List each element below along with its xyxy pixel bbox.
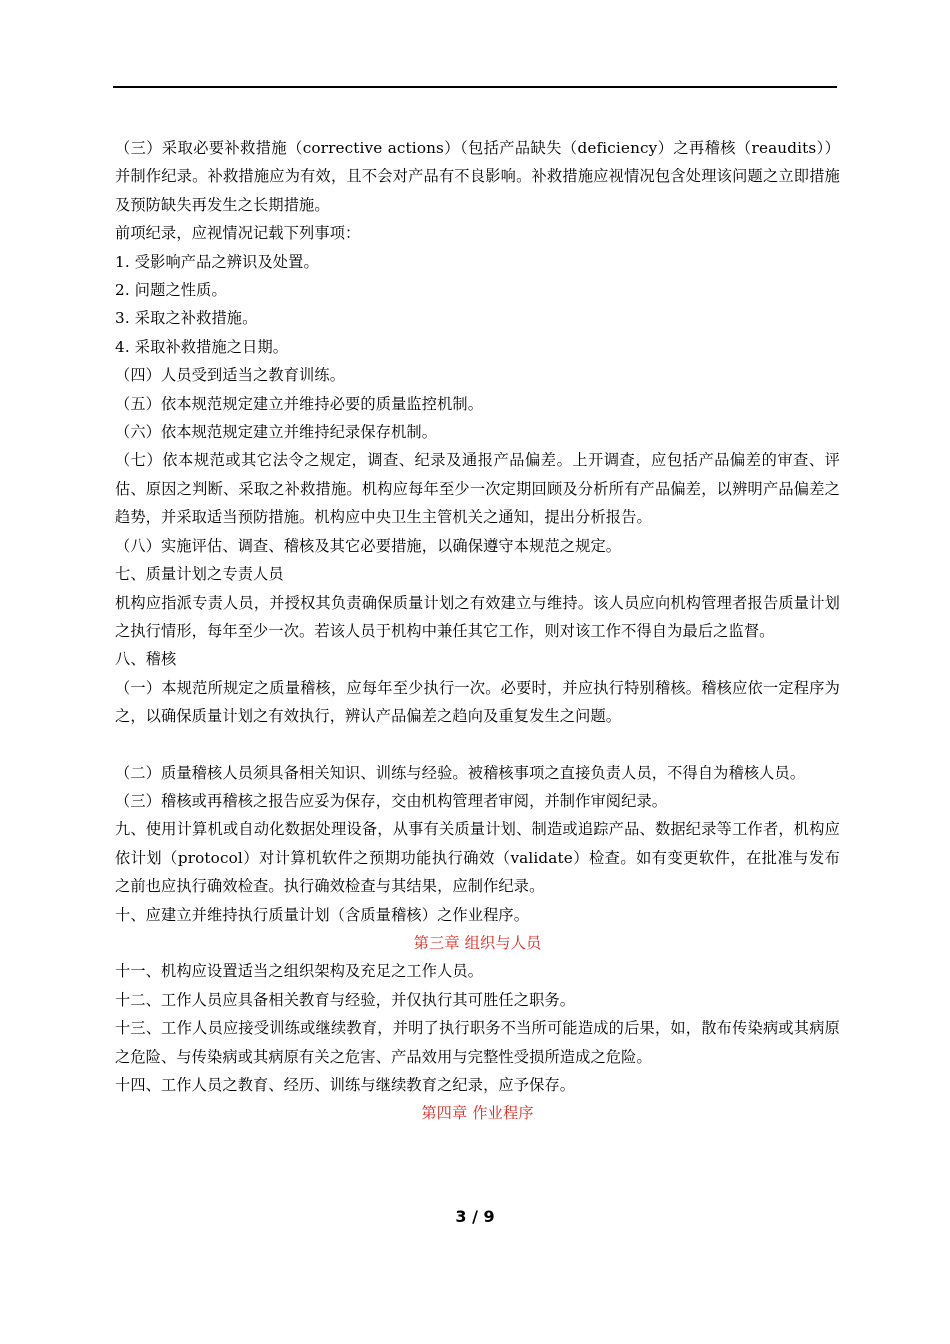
paragraph-corrective-actions: （三）采取必要补救措施（corrective actions）（包括产品缺失（deficiency）之再稽核（reaudits））并制作纪录。补救措施应为有效，且不会对产品有不良影响。补救措施应视情况包含处理该问题之立即措施及预防缺失再发生之长期措施。 xyxy=(115,139,840,214)
paragraph-auditor-qualification: （二）质量稽核人员须具备相关知识、训练与经验。被稽核事项之直接负责人员，不得自为稽核人员。 xyxy=(115,763,806,782)
list-item: 4. 采取补救措施之日期。 xyxy=(115,337,289,356)
chapter-heading-procedures: 第四章 作业程序 xyxy=(421,1104,534,1123)
paragraph-audit-frequency: （一）本规范所规定之质量稽核，应每年至少执行一次。必要时，并应执行特别稽核。稽核应依一定程序为之，以确保质量计划之有效执行，辨认产品偏差之趋向及重复发生之问题。 xyxy=(115,678,840,726)
list-item: 1. 受影响产品之辨识及处置。 xyxy=(115,252,319,271)
header-rule xyxy=(113,86,837,88)
page-number: 3 / 9 xyxy=(455,1207,495,1226)
paragraph-training: （四）人员受到适当之教育训练。 xyxy=(115,366,346,385)
paragraph-deviation-investigation: （七）依本规范或其它法令之规定，调查、纪录及通报产品偏差。上开调查，应包括产品偏差的审查、评估、原因之判断、采取之补救措施。机构应每年至少一次定期回顾及分析所有产品偏差，以辨明产品偏差之趋势，并采取适当预防措施。机构应中央卫生主管机关之通知，提出分析报告。 xyxy=(115,451,840,527)
paragraph-staff-records: 十四、工作人员之教育、经历、训练与继续教育之纪录，应予保存。 xyxy=(115,1076,576,1094)
paragraph-record-keeping: （六）依本规范规定建立并维持纪录保存机制。 xyxy=(115,423,438,442)
paragraph-staff-qualification: 十二、工作人员应具备相关教育与经验，并仅执行其可胜任之职务。 xyxy=(115,990,576,1009)
paragraph-quality-monitoring: （五）依本规范规定建立并维持必要的质量监控机制。 xyxy=(115,394,484,413)
paragraph-quality-officer: 机构应指派专责人员，并授权其负责确保质量计划之有效建立与维持。该人员应向机构管理者报告质量计划之执行情形，每年至少一次。若该人员于机构中兼任其它工作，则对该工作不得自为最后之监督。 xyxy=(115,593,840,640)
list-item: 3. 采取之补救措施。 xyxy=(115,309,258,328)
section-heading-audit: 八、稽核 xyxy=(115,650,177,669)
document-body xyxy=(115,134,840,1128)
paragraph-operating-procedures: 十、应建立并维持执行质量计划（含质量稽核）之作业程序。 xyxy=(115,905,530,924)
paragraph-software-validation: 九、使用计算机或自动化数据处理设备，从事有关质量计划、制造或追踪产品、数据纪录等工作者，机构应依计划（protocol）对计算机软件之预期功能执行确效（validate）检查。如有变更软件，在批准与发布之前也应执行确效检查。执行确效检查与其结果，应制作纪录。 xyxy=(115,820,840,896)
paragraph-record-items-intro: 前项纪录，应视情况记载下列事项： xyxy=(115,224,361,243)
paragraph-staff-training: 十三、工作人员应接受训练或继续教育，并明了执行职务不当所可能造成的后果，如，散布传染病或其病原之危险、与传染病或其病原有关之危害、产品效用与完整性受损所造成之危险。 xyxy=(115,1019,840,1066)
list-item: 2. 问题之性质。 xyxy=(115,281,227,300)
paragraph-organization-structure: 十一、机构应设置适当之组织架构及充足之工作人员。 xyxy=(115,962,484,981)
paragraph-compliance-measures: （八）实施评估、调查、稽核及其它必要措施，以确保遵守本规范之规定。 xyxy=(115,536,622,555)
paragraph-audit-report: （三）稽核或再稽核之报告应妥为保存，交由机构管理者审阅，并制作审阅纪录。 xyxy=(115,791,668,810)
section-heading-quality-officer: 七、质量计划之专责人员 xyxy=(115,565,284,584)
chapter-heading-organization: 第三章 组织与人员 xyxy=(413,933,542,952)
